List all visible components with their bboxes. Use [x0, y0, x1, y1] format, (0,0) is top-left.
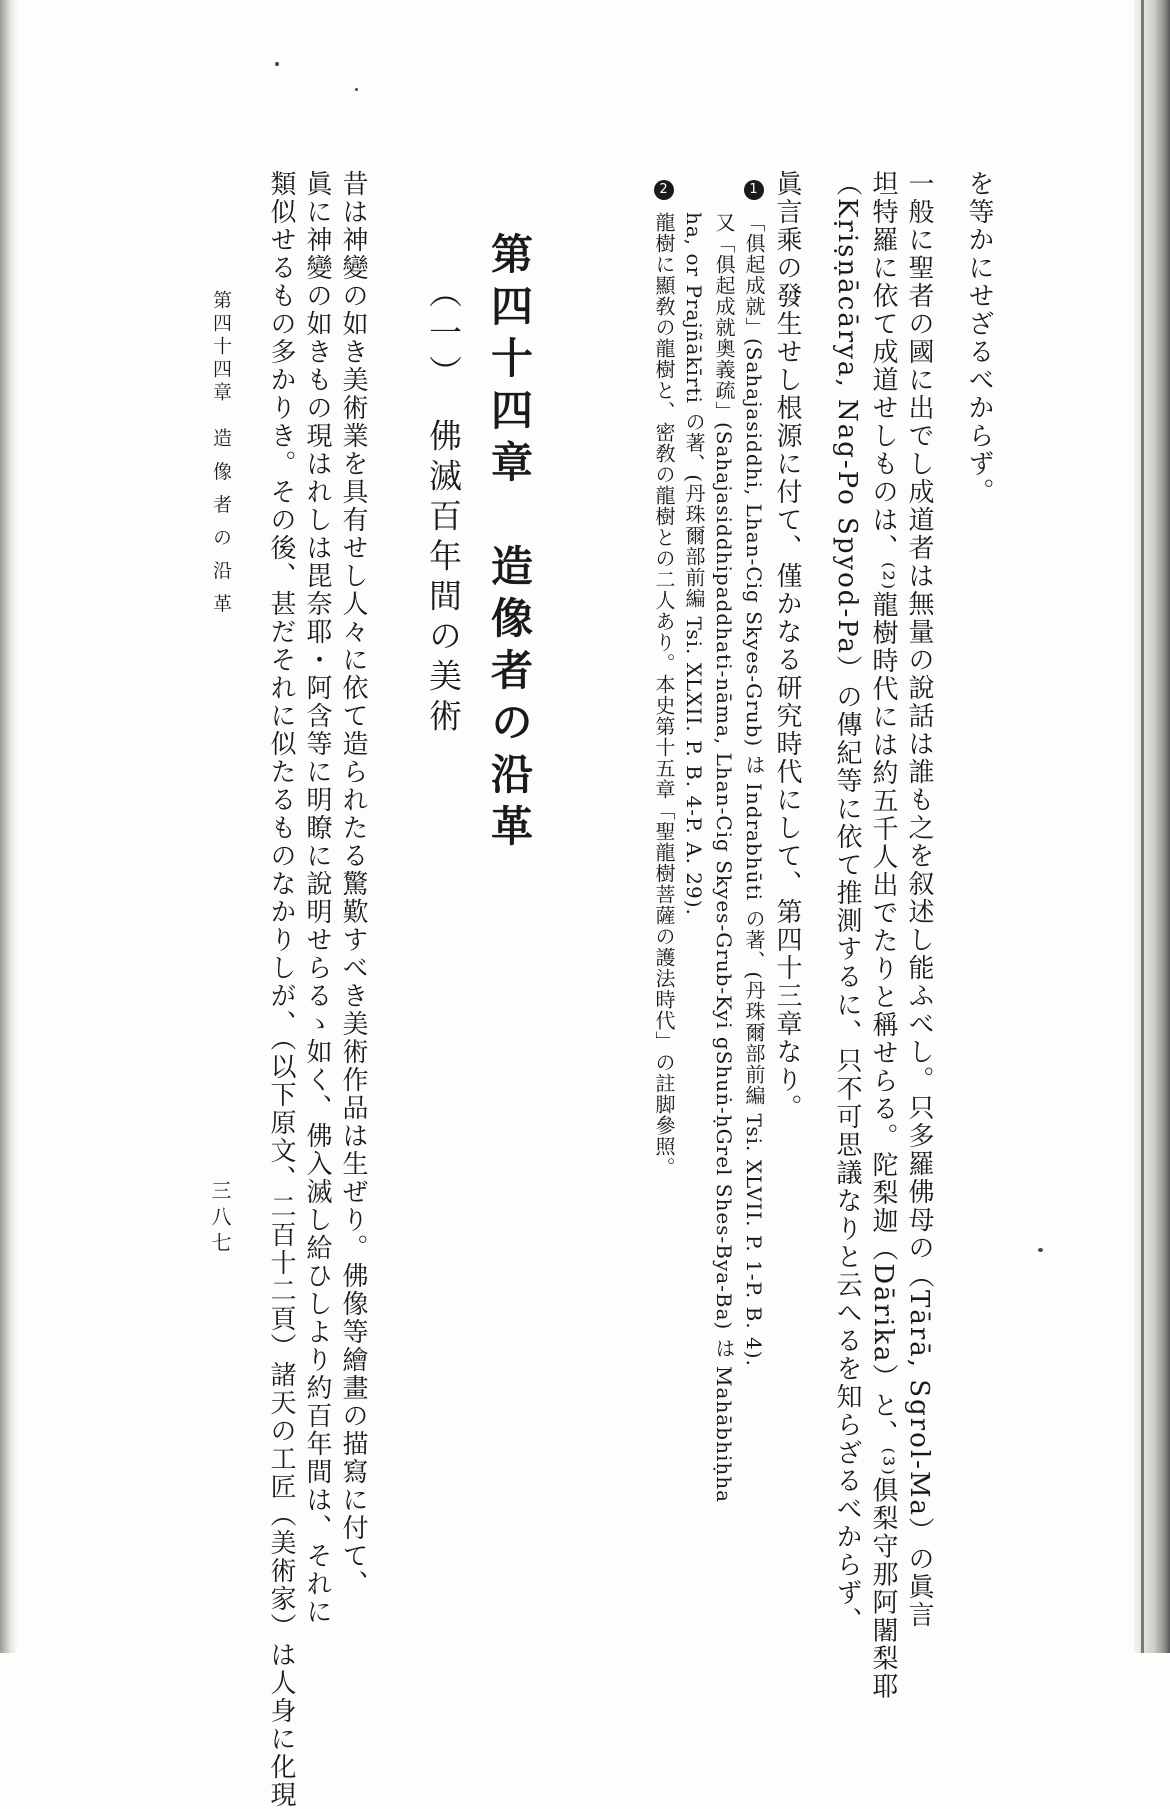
- text-column-1: を等かにせざるべからず。: [964, 170, 994, 506]
- footnote-1-line-2: 又「俱起成就奧義疏」(Sahajasiddhipaddhati-nāma, Lhan-Cig Skyes-Grub-Kyi gShuṅ-ḥGrel Shes-Bya-Ba) は Mahābhiḥha: [712, 212, 736, 1504]
- footnote-1-marker: 1: [744, 180, 764, 200]
- page-right-edge-shadow: [1134, 0, 1170, 1653]
- running-header: 第四十四章 造 像 者 の 沿 革: [210, 290, 232, 617]
- footnote-2-marker: 2: [654, 180, 674, 200]
- footnote-2: [654, 180, 674, 1178]
- page-left-edge-shadow: [0, 0, 18, 1653]
- body-column-3: 類似せるもの多かりき。その後、甚だそれに似たるものなかりしが、（以下原文、二百十二頁）諸天の工匠（美術家）は人身に化現: [266, 170, 296, 1809]
- scan-speck: [1038, 1248, 1043, 1252]
- text-column-5: 眞言乘の發生せし根源に付て、僅かなる研究時代にして、第四十三章なり。: [772, 170, 802, 1122]
- text-column-4: （Kṛiṣṇācārya, Nag-Po Spyod-Pa）の傳紀等に依て推測するに、只不可思議なりと云へるを知らざるべからず、: [832, 170, 862, 1636]
- footnote-1-line-3: ha, or Prajñākīrti の著、(丹珠爾部前編 Tsi. XLXII. P. B. 4-P. A. 29).: [682, 212, 706, 916]
- body-column-1: 昔は神變の如き美術業を具有せし人々に依て造られたる驚歎すべき美術作品は生ぜり。佛像等繪畫の描寫に付て、: [338, 170, 368, 1598]
- footnote-1-line-1: [744, 180, 764, 1367]
- footnote-1-text: 「俱起成就」(Sahajasiddhi, Lhan-Cig Skyes-Grub) は Indrabhūti の著、(丹珠爾部前編 Tsi. XLVII. P. 1-P. B. 4).: [742, 212, 766, 1367]
- scan-speck: [355, 88, 358, 91]
- chapter-title: 第四十四章 造像者の沿革: [485, 232, 534, 856]
- scan-speck: [275, 62, 279, 66]
- footnote-2-text: 龍樹に顯敎の龍樹と、密敎の龍樹との二人あり。本史第十五章「聖龍樹菩薩の護法時代」の註脚參照。: [652, 212, 676, 1178]
- page-number: 三八七: [208, 1180, 232, 1258]
- text-column-2: 一般に聖者の國に出でし成道者は無量の說話は誰も之を叙述し能ふべし。只多羅佛母の（Tārā, Sgrol-Ma）の眞言: [904, 170, 934, 1630]
- page-right-edge-line: [1141, 0, 1144, 1653]
- body-column-2: 眞に神變の如きもの現はれしは毘奈耶・阿含等に明瞭に說明せらるゝ如く、佛入滅し給ひしより約百年間は、それに: [302, 170, 332, 1626]
- text-column-3: 坦特羅に依て成道せしものは、⁽²⁾龍樹時代には約五千人出でたりと稱せらる。陀梨迦（Dārika）と、⁽³⁾俱梨守那阿闍梨耶: [868, 170, 898, 1701]
- section-title: （一） 佛滅百年間の美術: [424, 275, 463, 739]
